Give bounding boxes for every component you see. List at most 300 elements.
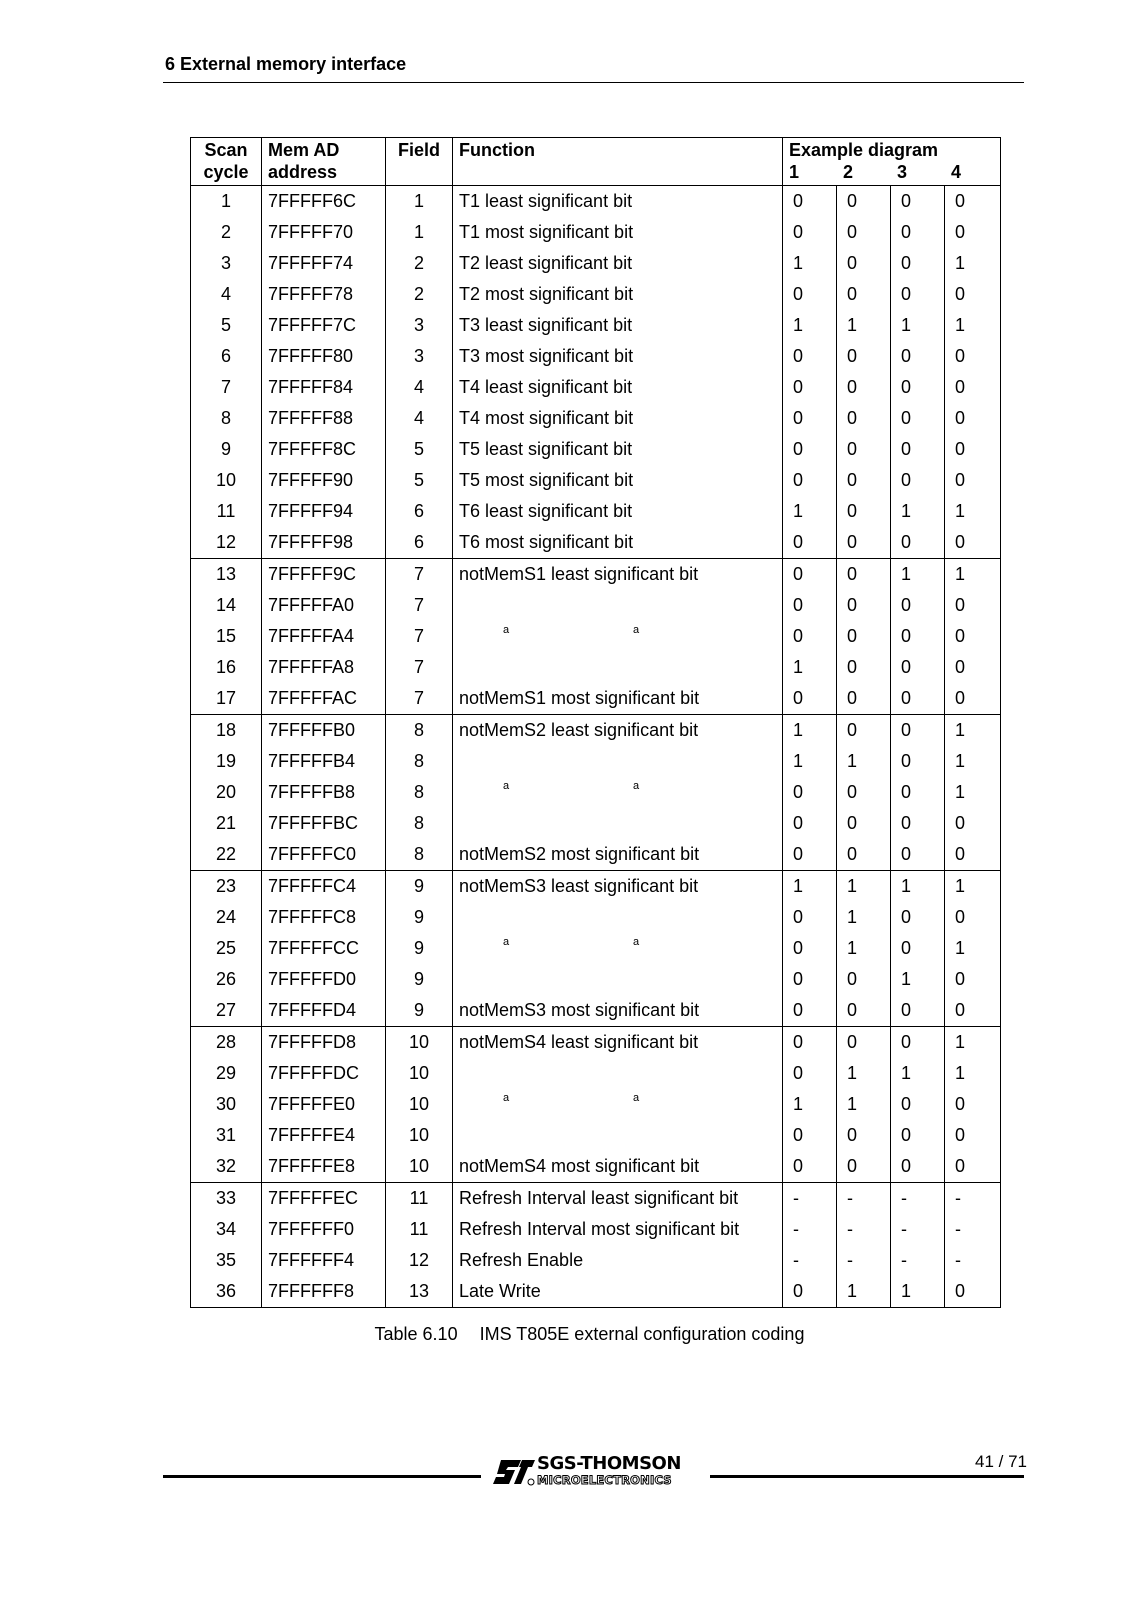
table-row: [191, 341, 1001, 372]
example-4-cell: 1: [945, 310, 1001, 341]
table-row: [191, 1151, 1001, 1183]
field-cell: 9: [386, 995, 453, 1027]
example-1-cell: 0: [783, 808, 837, 839]
mem-address-cell: 7FFFFFEC: [262, 1183, 386, 1215]
ditto-mark: a: [503, 936, 510, 948]
mem-address-cell: 7FFFFF6C: [262, 186, 386, 218]
example-4-cell: -: [945, 1183, 1001, 1215]
function-cell: [453, 590, 783, 621]
table-row: [191, 839, 1001, 871]
table-body: [191, 186, 1001, 1308]
scan-cycle-cell: 19: [191, 746, 262, 777]
table-row: [191, 217, 1001, 248]
example-4-cell: 0: [945, 403, 1001, 434]
configuration-coding-table: [190, 137, 1001, 1308]
example-2-cell: 0: [837, 652, 891, 683]
scan-header-line2: cycle: [203, 162, 249, 182]
mem-address-cell: 7FFFFF7C: [262, 310, 386, 341]
st-logo-icon: [491, 1458, 535, 1486]
footer-rule-right: [710, 1475, 1024, 1478]
example-3-cell: 0: [891, 434, 945, 465]
example-3-cell: -: [891, 1183, 945, 1215]
function-cell: [453, 964, 783, 995]
example-1-cell: 0: [783, 839, 837, 871]
scan-cycle-cell: 5: [191, 310, 262, 341]
field-cell: 8: [386, 808, 453, 839]
example-4-cell: 0: [945, 465, 1001, 496]
scan-cycle-cell: 17: [191, 683, 262, 715]
scan-cycle-cell: 1: [191, 186, 262, 218]
example-1-cell: 1: [783, 1089, 837, 1120]
table-row: [191, 871, 1001, 903]
example-3-cell: 1: [891, 496, 945, 527]
example-1-cell: -: [783, 1183, 837, 1215]
table-header: [191, 138, 1001, 186]
example-2-cell: 1: [837, 902, 891, 933]
example-1-cell: 1: [783, 715, 837, 747]
example-1-cell: 0: [783, 590, 837, 621]
example-2-cell: 0: [837, 217, 891, 248]
ditto-mark: a: [503, 624, 510, 636]
function-cell: Refresh Interval most significant bit: [453, 1214, 783, 1245]
example-2-cell: 1: [837, 1276, 891, 1308]
field-cell: 10: [386, 1027, 453, 1059]
field-cell: 8: [386, 746, 453, 777]
field-cell: 12: [386, 1245, 453, 1276]
table-row: [191, 403, 1001, 434]
example-2-cell: 1: [837, 1058, 891, 1089]
example-1-cell: 0: [783, 434, 837, 465]
section-heading: 6 External memory interface: [165, 54, 407, 74]
mem-address-cell: 7FFFFFCC: [262, 933, 386, 964]
example-1-cell: 0: [783, 186, 837, 218]
field-cell: 7: [386, 559, 453, 591]
mem-address-cell: 7FFFFFA0: [262, 590, 386, 621]
example-4-cell: 0: [945, 902, 1001, 933]
example-3-cell: 0: [891, 465, 945, 496]
mem-address-cell: 7FFFFFF8: [262, 1276, 386, 1308]
example-1-cell: 1: [783, 310, 837, 341]
example-2-cell: 0: [837, 465, 891, 496]
mem-address-cell: 7FFFFF74: [262, 248, 386, 279]
example-3-cell: 1: [891, 1058, 945, 1089]
example-diagram-header: [783, 138, 1001, 186]
example-3-cell: 0: [891, 621, 945, 652]
example-1-cell: 0: [783, 217, 837, 248]
function-cell: [453, 1089, 783, 1120]
example-2-cell: 0: [837, 186, 891, 218]
example-2-cell: 1: [837, 933, 891, 964]
example-1-cell: 0: [783, 341, 837, 372]
example-2-cell: 1: [837, 310, 891, 341]
function-cell: Refresh Interval least significant bit: [453, 1183, 783, 1215]
scan-cycle-cell: 6: [191, 341, 262, 372]
example-3-cell: 0: [891, 1089, 945, 1120]
function-cell: notMemS1 most significant bit: [453, 683, 783, 715]
mem-address-cell: 7FFFFF80: [262, 341, 386, 372]
table-row: [191, 1245, 1001, 1276]
example-1-cell: 0: [783, 527, 837, 559]
example-4-cell: 0: [945, 683, 1001, 715]
scan-cycle-cell: 30: [191, 1089, 262, 1120]
example-3-cell: 1: [891, 871, 945, 903]
example-4-cell: 0: [945, 279, 1001, 310]
mem-address-cell: 7FFFFFF4: [262, 1245, 386, 1276]
example-4-cell: 1: [945, 715, 1001, 747]
table-row: [191, 621, 1001, 652]
example-1-cell: 0: [783, 1027, 837, 1059]
function-cell: [453, 902, 783, 933]
function-cell: T3 least significant bit: [453, 310, 783, 341]
ditto-mark: a: [503, 1092, 510, 1104]
mem-address-cell: 7FFFFF8C: [262, 434, 386, 465]
field-cell: 9: [386, 933, 453, 964]
field-cell: 8: [386, 715, 453, 747]
example-4-cell: 0: [945, 1089, 1001, 1120]
mem-address-cell: 7FFFFFD4: [262, 995, 386, 1027]
table-row: [191, 434, 1001, 465]
scan-cycle-cell: 33: [191, 1183, 262, 1215]
example-4-cell: 1: [945, 871, 1001, 903]
example-1-cell: 1: [783, 248, 837, 279]
example-3-cell: 0: [891, 1027, 945, 1059]
field-cell: 10: [386, 1089, 453, 1120]
ditto-mark: a: [633, 780, 640, 792]
example-2-cell: 0: [837, 1120, 891, 1151]
example-number-3: 3: [896, 162, 907, 182]
example-1-cell: 1: [783, 746, 837, 777]
function-cell: notMemS2 least significant bit: [453, 715, 783, 747]
mem-address-cell: 7FFFFFB0: [262, 715, 386, 747]
example-2-cell: 0: [837, 839, 891, 871]
example-4-cell: 0: [945, 1276, 1001, 1308]
example-3-cell: 0: [891, 527, 945, 559]
example-1-cell: 1: [783, 652, 837, 683]
mem-address-cell: 7FFFFF9C: [262, 559, 386, 591]
example-3-cell: 0: [891, 590, 945, 621]
example-1-cell: 0: [783, 372, 837, 403]
field-cell: 4: [386, 403, 453, 434]
mem-address-cell: 7FFFFFD0: [262, 964, 386, 995]
table-row: [191, 559, 1001, 591]
example-3-cell: 0: [891, 808, 945, 839]
table-row: [191, 372, 1001, 403]
example-2-cell: 0: [837, 559, 891, 591]
example-4-cell: 0: [945, 590, 1001, 621]
field-cell: 9: [386, 902, 453, 933]
example-3-cell: 0: [891, 746, 945, 777]
example-1-cell: 0: [783, 279, 837, 310]
example-2-cell: 0: [837, 1151, 891, 1183]
example-number-1: 1: [789, 162, 800, 182]
mem-address-cell: 7FFFFFF0: [262, 1214, 386, 1245]
example-4-cell: -: [945, 1214, 1001, 1245]
example-1-cell: 0: [783, 683, 837, 715]
footer-rule-left: [163, 1475, 481, 1478]
example-2-cell: 0: [837, 995, 891, 1027]
scan-cycle-cell: 26: [191, 964, 262, 995]
function-cell: [453, 777, 783, 808]
field-cell: 4: [386, 372, 453, 403]
table-header-row: [191, 138, 1001, 186]
scan-cycle-cell: 20: [191, 777, 262, 808]
field-cell: 8: [386, 839, 453, 871]
example-4-cell: 0: [945, 995, 1001, 1027]
field-cell: 9: [386, 964, 453, 995]
function-cell: T1 least significant bit: [453, 186, 783, 218]
example-3-cell: 0: [891, 341, 945, 372]
field-cell: 7: [386, 590, 453, 621]
example-3-cell: 0: [891, 902, 945, 933]
field-cell: 5: [386, 465, 453, 496]
table-row: [191, 933, 1001, 964]
example-3-cell: 1: [891, 559, 945, 591]
table-row: [191, 1089, 1001, 1120]
field-cell: 13: [386, 1276, 453, 1308]
field-cell: 5: [386, 434, 453, 465]
field-cell: 2: [386, 248, 453, 279]
example-2-cell: 0: [837, 341, 891, 372]
mem-address-cell: 7FFFFF90: [262, 465, 386, 496]
example-4-cell: 0: [945, 372, 1001, 403]
mem-address-cell: 7FFFFFE0: [262, 1089, 386, 1120]
example-3-cell: 0: [891, 652, 945, 683]
logo-line-1: SGS-THOMSON: [537, 1453, 681, 1474]
field-cell: 10: [386, 1120, 453, 1151]
example-1-cell: 0: [783, 902, 837, 933]
ditto-mark: a: [633, 936, 640, 948]
example-4-cell: 1: [945, 559, 1001, 591]
example-1-cell: 0: [783, 777, 837, 808]
example-4-cell: 0: [945, 652, 1001, 683]
example-3-cell: 0: [891, 186, 945, 218]
example-3-cell: 0: [891, 279, 945, 310]
scan-cycle-cell: 29: [191, 1058, 262, 1089]
scan-cycle-cell: 10: [191, 465, 262, 496]
example-1-cell: 0: [783, 465, 837, 496]
table-row: [191, 652, 1001, 683]
table-row: [191, 496, 1001, 527]
example-1-cell: 0: [783, 1120, 837, 1151]
mem-address-header: [262, 138, 386, 186]
ditto-mark: a: [503, 780, 510, 792]
function-cell: notMemS1 least significant bit: [453, 559, 783, 591]
table-row: [191, 683, 1001, 715]
example-1-cell: 0: [783, 1276, 837, 1308]
mem-address-cell: 7FFFFFA4: [262, 621, 386, 652]
function-cell: Late Write: [453, 1276, 783, 1308]
scan-cycle-cell: 22: [191, 839, 262, 871]
example-2-cell: 0: [837, 248, 891, 279]
table-row: [191, 465, 1001, 496]
scan-cycle-cell: 13: [191, 559, 262, 591]
caption-text: IMS T805E external configuration coding: [479, 1324, 805, 1344]
example-4-cell: 0: [945, 186, 1001, 218]
function-cell: notMemS3 least significant bit: [453, 871, 783, 903]
example-2-cell: 0: [837, 496, 891, 527]
mem-address-cell: 7FFFFFBC: [262, 808, 386, 839]
function-cell: T6 most significant bit: [453, 527, 783, 559]
scan-cycle-header: [191, 138, 262, 186]
scan-cycle-cell: 7: [191, 372, 262, 403]
function-cell: T2 most significant bit: [453, 279, 783, 310]
field-cell: 9: [386, 871, 453, 903]
example-4-cell: 0: [945, 621, 1001, 652]
scan-cycle-cell: 18: [191, 715, 262, 747]
example-3-cell: 0: [891, 1151, 945, 1183]
scan-cycle-cell: 12: [191, 527, 262, 559]
mem-address-cell: 7FFFFFB4: [262, 746, 386, 777]
field-cell: 1: [386, 217, 453, 248]
field-cell: 3: [386, 341, 453, 372]
table-row: [191, 1058, 1001, 1089]
example-2-cell: 1: [837, 871, 891, 903]
function-cell: T3 most significant bit: [453, 341, 783, 372]
example-3-cell: 1: [891, 310, 945, 341]
scan-cycle-cell: 21: [191, 808, 262, 839]
table-caption: [0, 1324, 1139, 1345]
scan-cycle-cell: 4: [191, 279, 262, 310]
mem-address-cell: 7FFFFF94: [262, 496, 386, 527]
table-row: [191, 995, 1001, 1027]
field-cell: 10: [386, 1058, 453, 1089]
table-row: [191, 964, 1001, 995]
example-4-cell: 0: [945, 434, 1001, 465]
function-cell: notMemS2 most significant bit: [453, 839, 783, 871]
field-cell: 7: [386, 652, 453, 683]
mem-address-cell: 7FFFFF84: [262, 372, 386, 403]
ditto-mark: a: [633, 624, 640, 636]
example-1-cell: -: [783, 1245, 837, 1276]
function-cell: Refresh Enable: [453, 1245, 783, 1276]
example-2-cell: 0: [837, 372, 891, 403]
example-2-cell: 0: [837, 279, 891, 310]
function-cell: [453, 1058, 783, 1089]
mem-address-cell: 7FFFFFDC: [262, 1058, 386, 1089]
mem-address-cell: 7FFFFFC4: [262, 871, 386, 903]
example-4-cell: 0: [945, 341, 1001, 372]
example-1-cell: 0: [783, 403, 837, 434]
scan-cycle-cell: 28: [191, 1027, 262, 1059]
table-row: [191, 590, 1001, 621]
table-row: [191, 1027, 1001, 1059]
example-4-cell: 1: [945, 248, 1001, 279]
scan-cycle-cell: 9: [191, 434, 262, 465]
example-2-cell: 1: [837, 746, 891, 777]
table-row: [191, 1183, 1001, 1215]
example-3-cell: -: [891, 1245, 945, 1276]
table-row: [191, 777, 1001, 808]
function-cell: T4 most significant bit: [453, 403, 783, 434]
scan-cycle-cell: 36: [191, 1276, 262, 1308]
field-cell: 6: [386, 527, 453, 559]
example-1-cell: 1: [783, 871, 837, 903]
scan-cycle-cell: 14: [191, 590, 262, 621]
table-row: [191, 902, 1001, 933]
function-cell: [453, 1120, 783, 1151]
function-cell: T6 least significant bit: [453, 496, 783, 527]
ditto-mark: a: [633, 1092, 640, 1104]
scan-cycle-cell: 2: [191, 217, 262, 248]
example-4-cell: 0: [945, 964, 1001, 995]
table-row: [191, 248, 1001, 279]
example-2-cell: -: [837, 1183, 891, 1215]
example-1-cell: 0: [783, 933, 837, 964]
caption-number: Table 6.10: [374, 1324, 458, 1344]
example-4-cell: 1: [945, 933, 1001, 964]
field-cell: 2: [386, 279, 453, 310]
example-3-cell: 0: [891, 217, 945, 248]
addr-header-line2: address: [268, 162, 338, 182]
table-row: [191, 279, 1001, 310]
table-row: [191, 527, 1001, 559]
function-cell: T5 least significant bit: [453, 434, 783, 465]
example-diagram-numbers: [789, 161, 961, 183]
example-4-cell: 1: [945, 1027, 1001, 1059]
example-1-cell: 0: [783, 559, 837, 591]
scan-cycle-cell: 23: [191, 871, 262, 903]
example-3-cell: 0: [891, 715, 945, 747]
function-cell: notMemS4 least significant bit: [453, 1027, 783, 1059]
example-number-2: 2: [842, 162, 853, 182]
scan-cycle-cell: 3: [191, 248, 262, 279]
example-1-cell: -: [783, 1214, 837, 1245]
example-2-cell: 0: [837, 590, 891, 621]
addr-header-line1: Mem AD: [268, 140, 340, 160]
example-2-cell: 0: [837, 683, 891, 715]
table-row: [191, 715, 1001, 747]
scan-cycle-cell: 8: [191, 403, 262, 434]
field-cell: 11: [386, 1214, 453, 1245]
scan-cycle-cell: 34: [191, 1214, 262, 1245]
example-3-cell: 1: [891, 1276, 945, 1308]
example-1-cell: 0: [783, 964, 837, 995]
scan-cycle-cell: 25: [191, 933, 262, 964]
table-row: [191, 186, 1001, 218]
example-3-cell: 0: [891, 248, 945, 279]
function-header: Function: [453, 138, 783, 186]
example-3-cell: 0: [891, 683, 945, 715]
example-1-cell: 0: [783, 995, 837, 1027]
example-3-cell: 0: [891, 995, 945, 1027]
scan-cycle-cell: 35: [191, 1245, 262, 1276]
example-4-cell: 0: [945, 527, 1001, 559]
mem-address-cell: 7FFFFFE8: [262, 1151, 386, 1183]
example-2-cell: -: [837, 1245, 891, 1276]
example-2-cell: 0: [837, 715, 891, 747]
example-4-cell: -: [945, 1245, 1001, 1276]
scan-cycle-cell: 11: [191, 496, 262, 527]
field-cell: 6: [386, 496, 453, 527]
table-row: [191, 746, 1001, 777]
example-1-cell: 0: [783, 1151, 837, 1183]
field-cell: 10: [386, 1151, 453, 1183]
example-4-cell: 0: [945, 808, 1001, 839]
example-3-cell: 1: [891, 964, 945, 995]
function-cell: [453, 652, 783, 683]
field-cell: 1: [386, 186, 453, 218]
scan-cycle-cell: 32: [191, 1151, 262, 1183]
function-cell: T4 least significant bit: [453, 372, 783, 403]
example-4-cell: 1: [945, 746, 1001, 777]
function-cell: T2 least significant bit: [453, 248, 783, 279]
field-cell: 7: [386, 683, 453, 715]
example-4-cell: 0: [945, 839, 1001, 871]
mem-address-cell: 7FFFFFC0: [262, 839, 386, 871]
example-2-cell: 0: [837, 527, 891, 559]
table-row: [191, 1120, 1001, 1151]
example-2-cell: 0: [837, 777, 891, 808]
